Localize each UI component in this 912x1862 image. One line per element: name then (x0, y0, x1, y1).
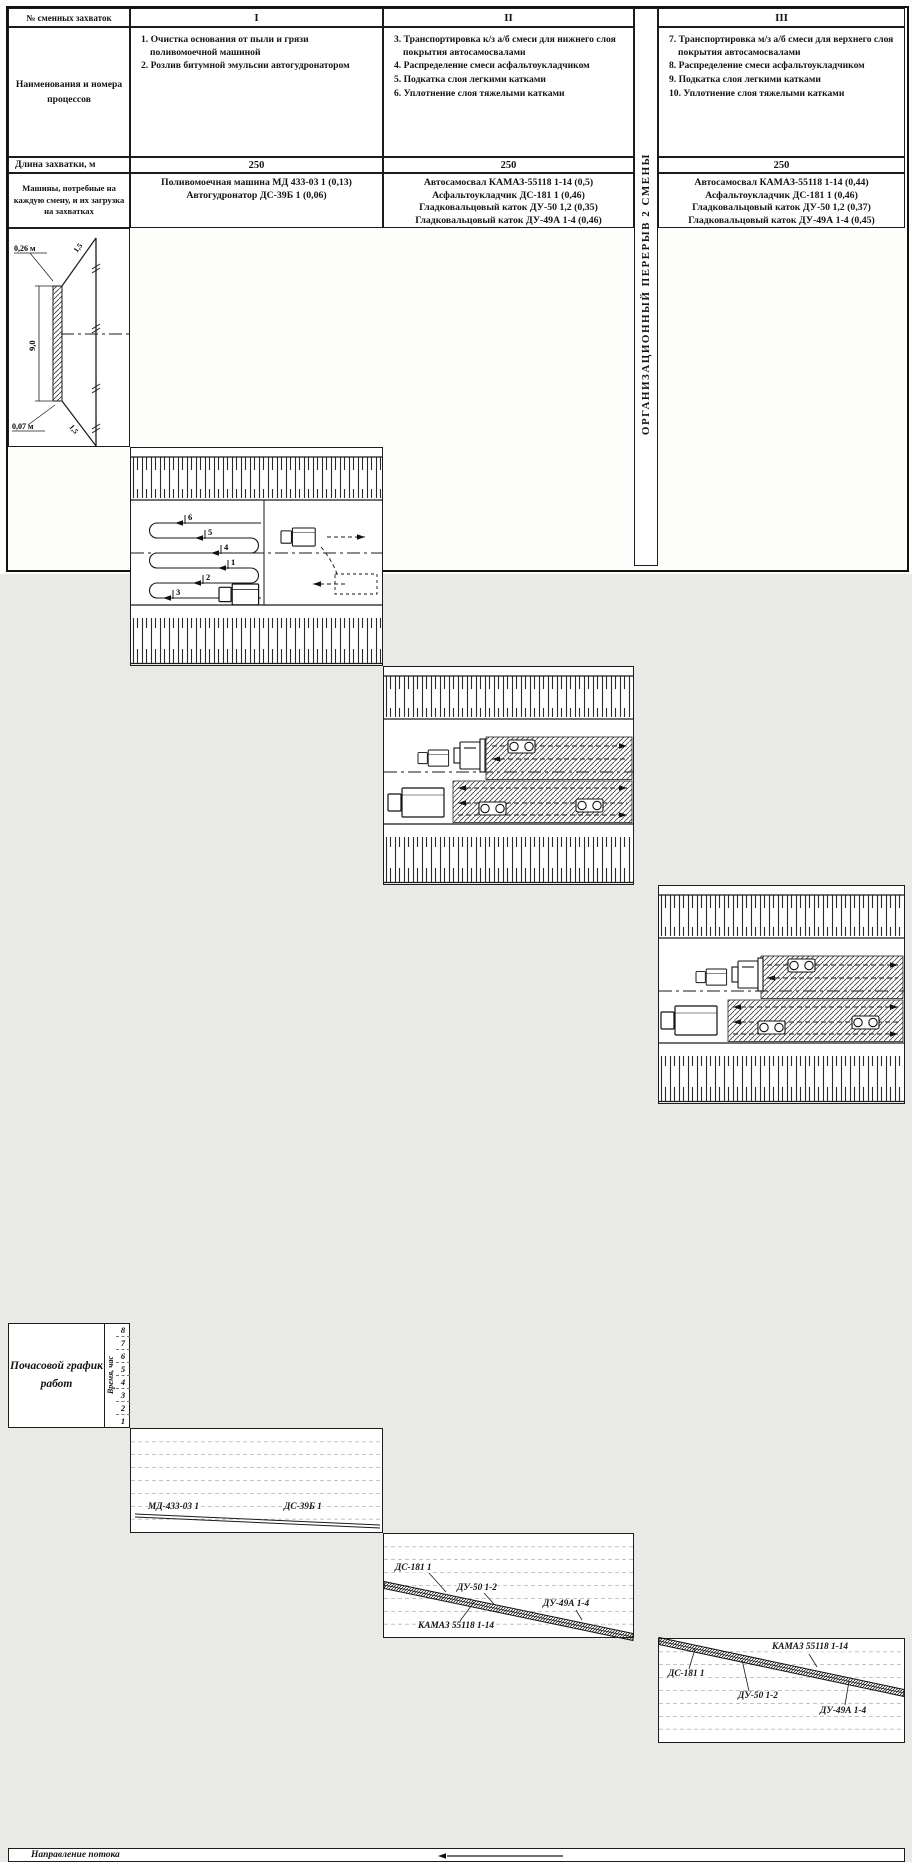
svg-text:6: 6 (188, 512, 193, 522)
processes-row-label: Наименования и номера процессов (8, 27, 130, 157)
length-value-3: 250 (658, 157, 905, 173)
time-axis-title: Время, час (106, 1356, 115, 1395)
process-item: 5. Подкатка слоя легкими катками (394, 73, 546, 85)
organizational-break-band (634, 8, 658, 566)
hour-tick: 4 (116, 1376, 130, 1389)
chart-row-label: Почасовой график работ (10, 1360, 103, 1390)
chart-machine-label: ДУ-50 1-2 (738, 1691, 778, 1701)
machine-line: Поливомоечная машина МД 433-03 1 (0,13) (161, 177, 352, 188)
machines-cell-3 (658, 173, 905, 228)
chart-label-cell (8, 1323, 130, 1428)
process-item: 8. Распределение смеси асфальтоукладчиком (669, 60, 865, 72)
machine-line: Автосамосвал КАМАЗ-55118 1-14 (0,44) (694, 177, 869, 188)
chart-machine-label: КАМАЗ 55118 1-14 (418, 1621, 494, 1631)
chart-machine-label: ДС-181 1 (668, 1669, 705, 1679)
hour-scale (116, 1324, 130, 1427)
machine-line: Гладковальцовый каток ДУ-49А 1-4 (0,45) (688, 215, 875, 227)
length-value-1: 250 (130, 157, 383, 173)
hour-tick: 1 (120, 1416, 126, 1426)
process-item: 3. Транспортировка к/з а/б смеси для нижнего слоя покрытия автосамосвалами (394, 34, 616, 58)
chart-drawing-1 (131, 1429, 382, 1532)
time-axis-column (104, 1324, 130, 1427)
machine-line: Асфальтоукладчик ДС-181 1 (0,46) (705, 189, 858, 201)
road-cross-section-cell (8, 228, 130, 447)
section-header-1: I (130, 8, 383, 27)
processes-cell-3 (658, 27, 905, 157)
svg-text:1,5: 1,5 (67, 422, 81, 436)
road-cross-section-drawing (9, 229, 129, 446)
chart-cell-3 (658, 1638, 905, 1743)
chart-cell-2 (383, 1533, 634, 1638)
chart-cell-1 (130, 1428, 383, 1533)
hour-tick: 6 (116, 1350, 130, 1363)
chart-machine-label: ДУ-49А 1-4 (543, 1599, 590, 1609)
svg-text:0,26 м: 0,26 м (14, 244, 36, 253)
svg-text:9,0: 9,0 (27, 340, 37, 351)
plan-cell-2 (383, 666, 634, 885)
machines-row-label: Машины, потребные на каждую смену, и их загрузка на захватках (8, 173, 130, 228)
machines-cell-2 (383, 173, 634, 228)
process-item: 6. Уплотнение слоя тяжелыми катками (394, 87, 565, 99)
chart-machine-label: ДУ-50 1-2 (457, 1583, 497, 1593)
machine-line: Гладковальцовый каток ДУ-50 1,2 (0,37) (692, 202, 871, 214)
hour-tick: 8 (116, 1324, 130, 1337)
machine-line: Асфальтоукладчик ДС-181 1 (0,46) (432, 189, 585, 201)
svg-text:0,07 м: 0,07 м (12, 422, 34, 431)
chart-machine-label: МД-433-03 1 (148, 1502, 200, 1512)
svg-text:3: 3 (176, 587, 181, 597)
machine-line: Гладковальцовый каток ДУ-49А 1-4 (0,46) (415, 215, 602, 227)
chart-machine-label: КАМАЗ 55118 1-14 (772, 1642, 848, 1652)
flow-direction-label: Направление потока (31, 1850, 120, 1860)
svg-text:1,5: 1,5 (71, 241, 85, 255)
hour-tick: 7 (116, 1337, 130, 1350)
process-item: 7. Транспортировка м/з а/б смеси для верхнего слоя покрытия автосамосвалами (669, 34, 894, 58)
section-header-2: II (383, 8, 634, 27)
corner-header: № сменных захваток (8, 8, 130, 27)
machine-line: Автосамосвал КАМАЗ-55118 1-14 (0,5) (423, 177, 594, 188)
plan-drawing-2 (384, 667, 633, 884)
length-value-2: 250 (383, 157, 634, 173)
svg-text:4: 4 (224, 542, 229, 552)
chart-machine-label: ДС-181 1 (395, 1563, 432, 1573)
flow-direction-row (8, 1848, 905, 1862)
plan-drawing-3 (659, 886, 904, 1103)
process-item: 2. Розлив битумной эмульсии автогудронатором (141, 60, 350, 72)
chart-drawing-3 (659, 1639, 904, 1742)
machine-line: Автогудронатор ДС-39Б 1 (0,06) (186, 189, 327, 201)
organizational-break-text: ОРГАНИЗАЦИОННЫЙ ПЕРЕРЫВ 2 СМЕНЫ (640, 152, 652, 436)
svg-text:5: 5 (208, 527, 213, 537)
machines-cell-1 (130, 173, 383, 228)
plan-drawing-1 (131, 448, 382, 665)
hour-tick: 5 (116, 1363, 130, 1376)
flow-direction-arrow (9, 1849, 904, 1861)
chart-machine-label: ДУ-49А 1-4 (820, 1706, 867, 1716)
chart-machine-label: ДС-39Б 1 (284, 1502, 322, 1512)
plan-cell-1 (130, 447, 383, 666)
hour-tick: 2 (116, 1402, 130, 1415)
svg-text:2: 2 (206, 572, 211, 582)
process-item: 1. Очистка основания от пыли и грязи поливомоечной машиной (141, 34, 309, 58)
machine-line: Гладковальцовый каток ДУ-50 1,2 (0,35) (419, 202, 598, 214)
plan-cell-3 (658, 885, 905, 1104)
process-item: 10. Уплотнение слоя тяжелыми катками (669, 87, 845, 99)
hour-tick: 3 (116, 1389, 130, 1402)
length-row-label: Длина захватки, м (8, 157, 130, 173)
svg-text:1: 1 (231, 557, 236, 567)
process-item: 4. Распределение смеси асфальтоукладчиком (394, 60, 590, 72)
processes-cell-2 (383, 27, 634, 157)
section-header-3: III (658, 8, 905, 27)
process-item: 9. Подкатка слоя легкими катками (669, 73, 821, 85)
processes-cell-1 (130, 27, 383, 157)
